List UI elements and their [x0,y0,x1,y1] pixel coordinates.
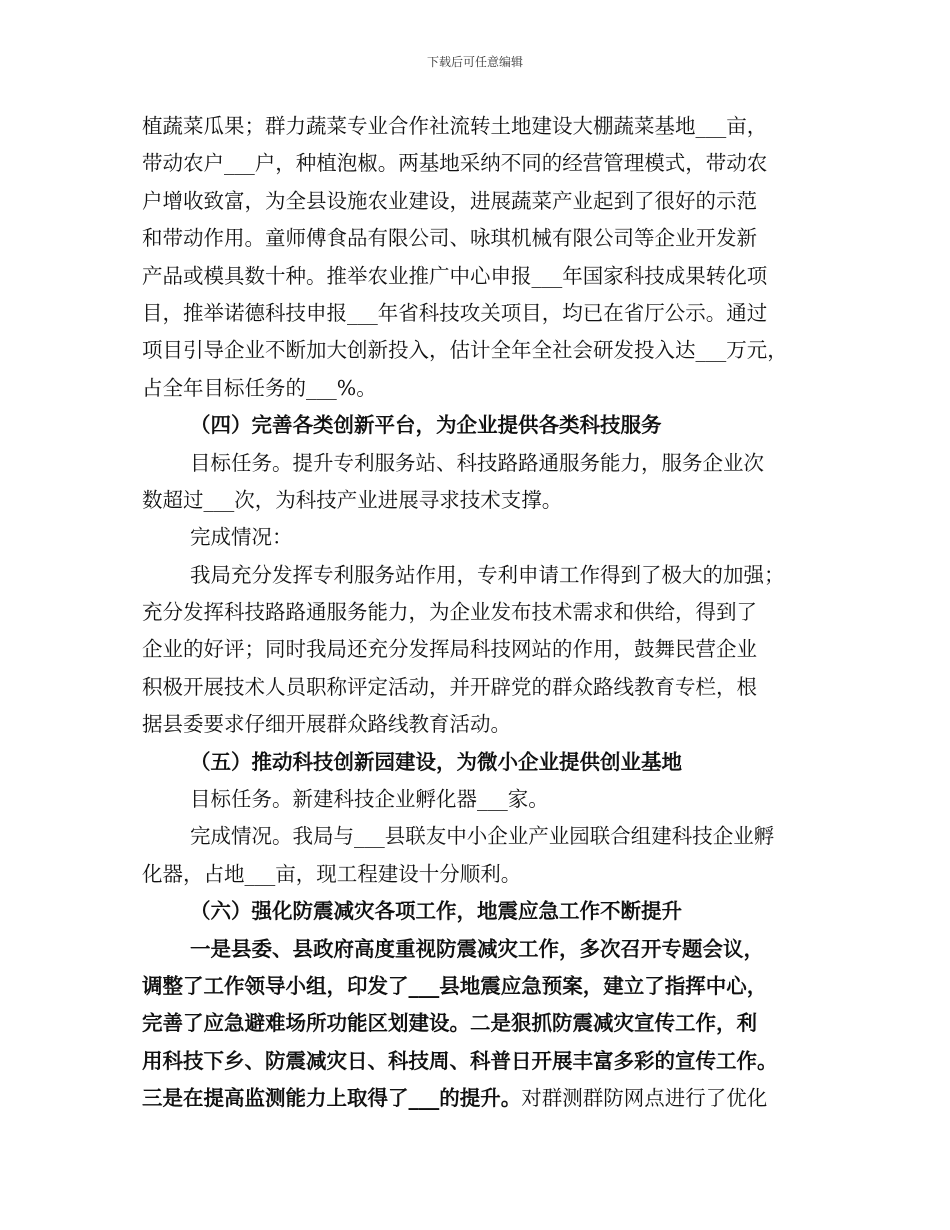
bold-text-line: 用科技下乡、防震减灾日、科技周、科普日开展丰富多彩的宣传工作。 [142,1048,778,1073]
text-line: 据县委要求仔细开展群众路线教育活动。 [142,712,511,737]
text-line: 数超过___次，为科技产业进展寻求技术支撑。 [142,487,563,512]
bold-text-span: 三是在提高监测能力上取得了___的提升。 [142,1086,522,1111]
text-line: 充分发挥科技路路通服务能力，为企业发布技术需求和供给，得到了 [142,600,757,625]
bold-text-line: （四）完善各类创新平台，为企业提供各类科技服务 [190,413,662,438]
text-line-last [142,1080,822,1117]
normal-text-span: 对群测群防网点进行了优化 [521,1086,768,1111]
text-line: 占全年目标任务的___%。 [142,375,377,400]
text-line: 完成情况： [190,525,293,550]
bold-text-line: 调整了工作领导小组，印发了___县地震应急预案，建立了指挥中心， [142,973,768,998]
text-line: 积极开展技术人员职称评定活动，并开辟党的群众路线教育专栏，根 [142,674,757,699]
text-line: 我局充分发挥专利服务站作用，专利申请工作得到了极大的加强； [190,562,785,587]
bold-text-line: （五）推动科技创新园建设，为微小企业提供创业基地 [190,749,682,774]
page-header: 下载后可任意编辑 [426,55,523,69]
text-line: 和带动作用。童师傅食品有限公司、咏琪机械有限公司等企业开发新 [142,226,757,251]
text-line: 化器，占地___亩，现工程建设十分顺利。 [142,861,522,886]
text-line: 目，推举诺德科技申报___年省科技攻关项目，均已在省厅公示。通过 [142,300,768,325]
bold-text-line: （六）强化防震减灾各项工作，地震应急工作不断提升 [190,899,682,924]
text-line: 企业的好评；同时我局还充分发挥局科技网站的作用，鼓舞民营企业 [142,637,757,662]
bold-text-line: 完善了应急避难场所功能区划建设。二是狠抓防震减灾宣传工作，利 [142,1011,757,1036]
text-line: 植蔬菜瓜果；群力蔬菜专业合作社流转土地建设大棚蔬菜基地___亩， [142,114,768,138]
text-line: 完成情况。我局与___县联友中小企业产业园联合组建科技企业孵 [190,824,775,849]
text-line: 产品或模具数十种。推举农业推广中心申报___年国家科技成果转化项 [142,263,768,288]
text-line: 带动农户___户，种植泡椒。两基地采纳不同的经营管理模式，带动农 [142,151,768,176]
text-line: 目标任务。新建科技企业孵化器___家。 [190,787,549,812]
text-line: 项目引导企业不断加大创新投入，估计全年全社会研发投入达___万元， [142,338,788,363]
bold-text-line: 一是县委、县政府高度重视防震减灾工作，多次召开专题会议， [190,936,764,961]
document-body [142,108,822,1118]
text-line: 目标任务。提升专利服务站、科技路路通服务能力，服务企业次 [190,450,764,475]
text-line: 户增收致富，为全县设施农业建设，进展蔬菜产业起到了很好的示范 [142,188,757,213]
